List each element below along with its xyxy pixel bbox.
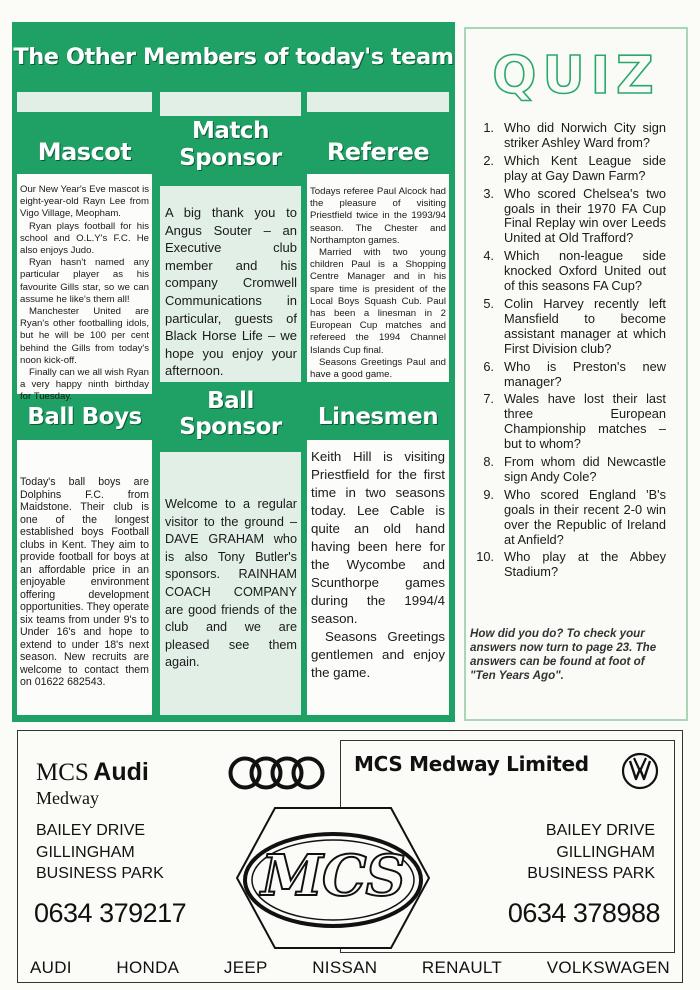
audi-address-line: BAILEY DRIVE bbox=[36, 822, 146, 839]
brand-name: JEEP bbox=[223, 958, 268, 977]
match-sponsor-box bbox=[160, 186, 301, 382]
quiz-question-number: 4. bbox=[483, 248, 494, 264]
audi-rings-icon bbox=[226, 755, 328, 791]
quiz-question-text: Wales have lost their last three European Championship matches – but to whom? bbox=[504, 391, 666, 452]
ball-boys-text: Today's ball boys are Dolphins F.C. from Maidstone. Their club is one of the longest established boys Football clubs in Kent. They aim to provide football for boys at an affordable price in an enjoyable environment offering development opportunities. They operate six teams from under 9's to Under 16's and hope to extend to under 18's next season. New recruits are welcome to contact them on 01622 682543. bbox=[20, 476, 149, 688]
linesmen-heading: Linesmen bbox=[317, 404, 439, 430]
mascot-text bbox=[20, 184, 149, 404]
quiz-question-number: 7. bbox=[483, 391, 494, 407]
quiz-question-text: From whom did Newcastle sign Andy Cole? bbox=[504, 454, 666, 484]
audi-brand-name: Audi bbox=[93, 758, 149, 786]
strip bbox=[160, 92, 301, 112]
linesmen-box bbox=[307, 440, 449, 715]
ball-sponsor-box bbox=[160, 452, 301, 715]
quiz-question bbox=[472, 121, 666, 151]
quiz-question-number: 10. bbox=[476, 549, 494, 565]
brand-name: HONDA bbox=[116, 958, 180, 977]
quiz-question bbox=[472, 488, 666, 548]
audi-address-line: BUSINESS PARK bbox=[36, 865, 164, 882]
audi-address bbox=[36, 820, 164, 885]
quiz-question-text: Who is Preston's new manager? bbox=[504, 358, 666, 389]
quiz-question-text: Who scored England 'B's goals in their recent 2-0 win over the Republic of Ireland at Anfield? bbox=[504, 486, 666, 547]
quiz-question bbox=[472, 455, 666, 485]
medway-address bbox=[455, 820, 655, 885]
quiz-question-text: Colin Harvey recently left Mansfield to become assistant manager at which First Division club? bbox=[504, 295, 666, 356]
ball-boys-heading: Ball Boys bbox=[27, 404, 142, 430]
medway-address-line: GILLINGHAM bbox=[556, 843, 655, 861]
ball-sponsor-heading bbox=[160, 388, 301, 446]
mascot-para: Ryan hasn't named any particular player as his favourite Gills star, so we can assume he like's them all! bbox=[20, 257, 149, 305]
referee-para: Seasons Greetings Paul and have a good game. bbox=[310, 356, 446, 381]
quiz-question-text: Who scored Chelsea's two goals in their 1970 FA Cup Final Replay win over Leeds United at Old Trafford? bbox=[504, 185, 666, 246]
ball-sponsor-text: Welcome to a regular visitor to the ground – DAVE GRAHAM who is also Tony Butler's sponsors. RAINHAM COACH COMPANY are good friends of the club and we are pleased see them again. bbox=[165, 497, 297, 670]
volkswagen-logo-icon bbox=[621, 752, 659, 790]
brand-name: VOLKSWAGEN bbox=[546, 958, 670, 977]
referee-text bbox=[310, 186, 446, 381]
ball-sponsor-heading-line: Ball bbox=[207, 388, 254, 414]
quiz-question bbox=[472, 154, 666, 184]
brand-name: RENAULT bbox=[421, 958, 503, 977]
quiz-title: QUIZ bbox=[492, 46, 660, 106]
audi-brand bbox=[36, 758, 236, 792]
ball-boys-box bbox=[17, 440, 152, 715]
quiz-question-text: Who did Norwich City sign striker Ashley Ward from? bbox=[504, 120, 666, 150]
quiz-list bbox=[472, 121, 666, 583]
quiz-footer: How did you do? To check your answers now turn to page 23. The answers can be found at foot of "Ten Years Ago". bbox=[470, 627, 657, 682]
mascot-para: Manchester United are Ryan's other footballing idols, but he will be 100 per cent behind the Gills from today's noon kick-off. bbox=[20, 306, 149, 366]
medway-address-line: BUSINESS PARK bbox=[527, 865, 655, 882]
quiz-question-text: Who play at the Abbey Stadium? bbox=[504, 549, 666, 580]
mascot-para: Finally can we all wish Ryan a very happy ninth birthday for Tuesday. bbox=[20, 367, 149, 403]
mascot-para: Ryan plays football for his school and O.L.Y's F.C. He also enjoys Judo. bbox=[20, 220, 149, 257]
quiz-question-number: 6. bbox=[483, 358, 494, 374]
quiz-question bbox=[472, 392, 666, 452]
quiz-question-text: Which non-league side knocked Oxford United out of this seasons FA Cup? bbox=[504, 248, 666, 294]
ball-sponsor-heading-line: Sponsor bbox=[179, 414, 282, 440]
referee-box bbox=[307, 174, 449, 382]
medway-phone: 0634 378988 bbox=[507, 898, 660, 928]
medway-address-line: BAILEY DRIVE bbox=[545, 822, 655, 839]
mascot-heading: Mascot bbox=[37, 138, 132, 166]
match-sponsor-heading-line: Match bbox=[192, 118, 269, 144]
quiz-question-number: 3. bbox=[483, 185, 494, 201]
quiz-question bbox=[472, 249, 666, 294]
linesmen-para: Keith Hill is visiting Priestfield for the first time in two seasons today. Lee Cable is quite an old hand having been here for the Wycombe and Scunthorpe games during the 1994/4 season. bbox=[311, 449, 445, 626]
match-sponsor-strip bbox=[160, 112, 301, 116]
brand-name: NISSAN bbox=[312, 958, 378, 977]
quiz-question bbox=[472, 187, 666, 247]
linesmen-para: Seasons Greetings gentlemen and enjoy the game. bbox=[311, 629, 445, 680]
quiz-question-number: 1. bbox=[483, 120, 494, 135]
linesmen-text bbox=[311, 448, 445, 682]
brand-list bbox=[30, 958, 670, 980]
audi-brand-mcs: MCS bbox=[36, 759, 89, 786]
quiz-question bbox=[472, 297, 666, 357]
referee-para: Todays referee Paul Alcock had the pleasure of visiting Priestfield twice in the 1993/94 season. The Chester and Northampton games. bbox=[310, 186, 446, 246]
match-sponsor-heading-line: Sponsor bbox=[179, 145, 282, 171]
medway-name: MCS Medway Limited bbox=[354, 752, 589, 776]
mascot-para: Our New Year's Eve mascot is eight-year-old Rayn Lee from Vigo Village, Meopham. bbox=[20, 184, 149, 220]
page-title: The Other Members of today's team bbox=[13, 44, 454, 70]
quiz-question bbox=[472, 360, 666, 390]
referee-para: Married with two young children Paul is a Shopping Centre Manager and in his spare time is president of the Local Boys Squash Cub. Paul has been a linesman in 2 European Cup matches and refereed the 1994 Channel Islands Cup final. bbox=[310, 247, 446, 356]
quiz-question-number: 9. bbox=[483, 486, 494, 502]
match-sponsor-text: A big thank you to Angus Souter – an Executive club member and his company Cromwell Communications in particular, guests of Black Horse Life – we hope you enjoy your afternoon. bbox=[165, 205, 297, 379]
strip bbox=[307, 92, 449, 112]
brand-name: AUDI bbox=[30, 958, 72, 977]
audi-phone: 0634 379217 bbox=[34, 898, 187, 928]
quiz-question-text: Which Kent League side play at Gay Dawn Farm? bbox=[504, 152, 666, 183]
referee-heading: Referee bbox=[326, 138, 430, 166]
mcs-logo-text: MCS bbox=[261, 843, 405, 909]
mascot-box bbox=[17, 174, 152, 403]
match-sponsor-heading bbox=[160, 118, 301, 176]
audi-address-line: GILLINGHAM bbox=[36, 843, 135, 861]
quiz-question bbox=[472, 550, 666, 580]
strip bbox=[17, 92, 152, 112]
audi-sub: Medway bbox=[36, 788, 99, 808]
quiz-question-number: 2. bbox=[483, 152, 494, 168]
quiz-question-number: 5. bbox=[483, 295, 494, 311]
quiz-question-number: 8. bbox=[483, 454, 494, 470]
